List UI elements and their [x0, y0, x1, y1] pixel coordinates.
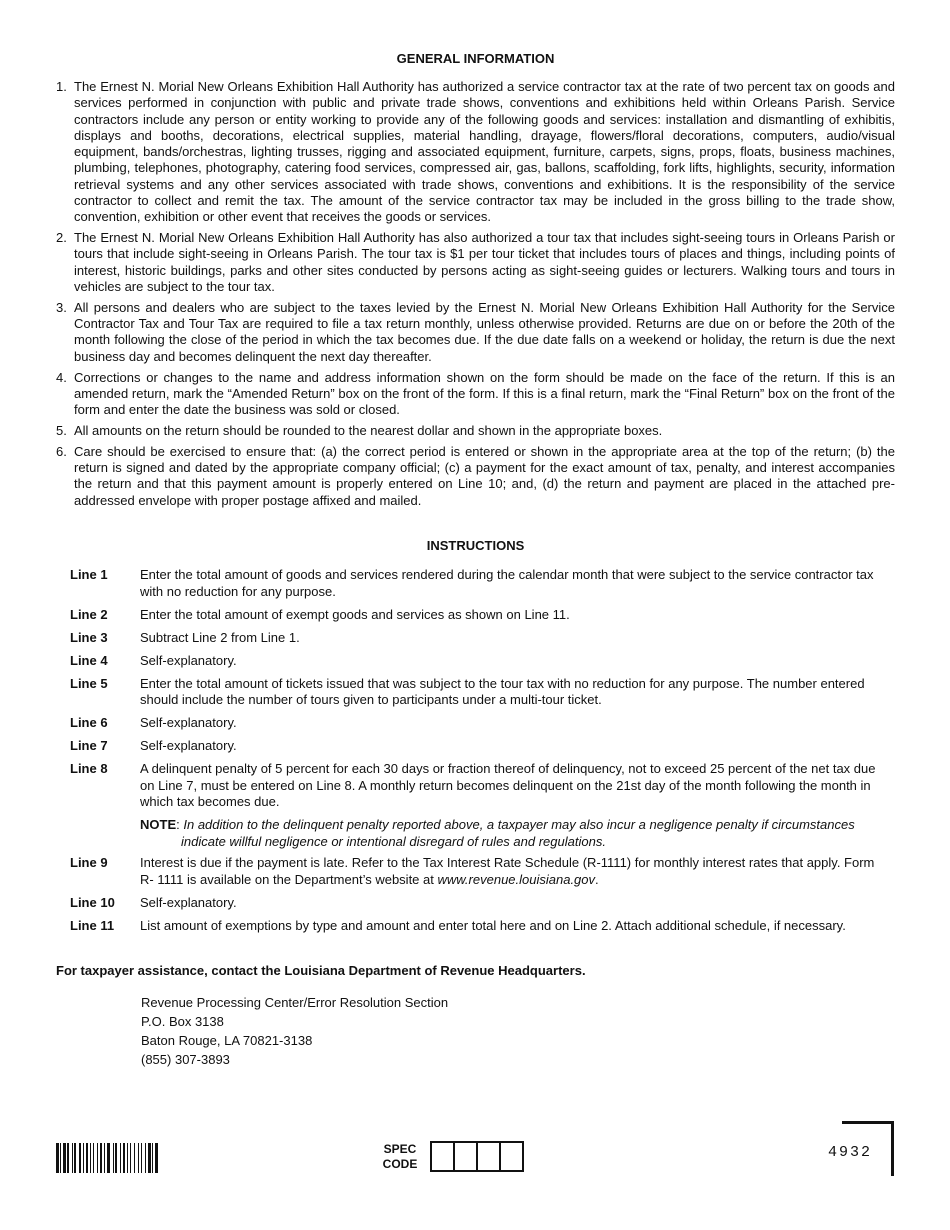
barcode-bar: [130, 1143, 131, 1173]
spec-code-box[interactable]: [501, 1143, 522, 1170]
instruction-line-4: [70, 653, 885, 670]
line-label: Line 5: [70, 675, 108, 691]
line-label: Line 10: [70, 895, 115, 911]
general-item: [56, 79, 895, 226]
instruction-line-9: [70, 855, 885, 888]
spec-code-box[interactable]: [432, 1143, 455, 1170]
instruction-line-8: [70, 761, 885, 811]
barcode-bar: [104, 1143, 105, 1173]
line-8-note: NOTE: In addition to the delinquent penalty reported above, a taxpayer may also incur a negligence penalty if circumstances indicate willful negligence or intentional disregard of rules and regulations.: [140, 817, 855, 849]
item-text: Corrections or changes to the name and address information shown on the form should be made on the face of the return. If this is an amended return, mark the “Amended Return” box on the front of the form. If this is a final return, mark the “Final Return” box on the front of the form and enter the date the business was sold or closed.: [74, 369, 895, 418]
form-number: 4932: [828, 1144, 873, 1161]
note-text: In addition to the delinquent penalty reported above, a taxpayer may also incur a negligence penalty if circumstances indicate willful negligence or intentional disregard of rules and regulations.: [181, 817, 855, 849]
line-label: Line 7: [70, 738, 108, 754]
barcode-bar: [56, 1143, 59, 1173]
line-text: Enter the total amount of exempt goods and services as shown on Line 11.: [140, 606, 570, 622]
general-information-list: [56, 79, 895, 513]
line-text: Subtract Line 2 from Line 1.: [140, 629, 300, 645]
spec-code-boxes: [430, 1141, 524, 1172]
item-number: 6.: [56, 443, 67, 459]
line-text: [140, 855, 885, 888]
item-text: All persons and dealers who are subject to the taxes levied by the Ernest N. Morial New Orleans Exhibition Hall Authority for the Service Contractor Tax and Tour Tax are required to file a tax return monthly, unless otherwise provided. Returns are due on or before the 20th of the month following the close of the period in which the tax becomes due. If the due date falls on a weekend or holiday, the return is due the next business day and becomes delinquent the next day thereafter.: [74, 299, 895, 364]
line-label: Line 9: [70, 855, 108, 871]
instruction-lines: [70, 567, 885, 941]
barcode-bar: [141, 1143, 142, 1173]
general-information-heading: GENERAL INFORMATION: [396, 51, 555, 66]
item-number: 4.: [56, 369, 67, 385]
instructions-heading: INSTRUCTIONS: [426, 538, 525, 553]
barcode-bar: [63, 1143, 66, 1173]
instruction-line-6: [70, 715, 885, 732]
line-label: Line 6: [70, 715, 108, 731]
phone-number: (855) 307-3893: [141, 1052, 230, 1067]
barcode-bar: [123, 1143, 126, 1173]
item-text: The Ernest N. Morial New Orleans Exhibition Hall Authority has also authorized a tour tax that includes sight-seeing tours in Orleans Parish or tours that include sight-seeing in Orleans Parish. The tour tax is $1 per tour ticket that includes tours of places and things, including points of interest, historic buildings, parks and other sites conducted by persons acting as sight-seeing guides or lecturers. Walking tours and tours in vehicles are subject to the tour tax.: [74, 230, 895, 295]
spec-code-box[interactable]: [478, 1143, 501, 1170]
line-label: Line 8: [70, 761, 108, 777]
line-label: Line 2: [70, 606, 108, 622]
general-item: [56, 230, 895, 295]
line-label: Line 11: [70, 918, 115, 933]
barcode-bar: [134, 1143, 135, 1173]
barcode-bar: [100, 1143, 103, 1173]
barcode-bar: [79, 1143, 82, 1173]
barcode-bar: [93, 1143, 94, 1173]
item-text: All amounts on the return should be rounded to the nearest dollar and shown in the appropriate boxes.: [74, 422, 663, 438]
barcode-bar: [90, 1143, 91, 1173]
instruction-line-5: [70, 676, 885, 709]
item-text: The Ernest N. Morial New Orleans Exhibition Hall Authority has authorized a service contractor tax at the rate of two percent tax on goods and services performed in conjunction with public and private trade shows, conventions and exhibitions held within Orleans Parish. Service contractors include any person or entity working to provide any of the following goods and services: installation and dismantling of exhibitis, displays and booths, decorations, electrical supplies, material handling, drayage, flowers/floral decorations, computers, audio/visual equipment, bands/orchestras, lighting trusses, rigging and associated equipment, furniture, carpets, signs, props, floats, business machines, plumbing, telephones, photography, catering food services, compressed air, gas, ballons, scaffolding, fork lifts, highlights, security, information retrieval systems and any other services associated with trade shows, conventions and exhibitions. It is the responsibility of the service contractor to collect and remit the tax. The amount of the service contractor tax may be included in the gross billing to the trade show, convention, exhibition or other event that receives the goods or services.: [74, 79, 895, 225]
taxpayer-assistance: For taxpayer assistance, contact the Louisiana Department of Revenue Headquarters.: [56, 963, 586, 978]
spec-code-label: [380, 1142, 420, 1172]
address-line-3: Baton Rouge, LA 70821-3138: [141, 1033, 313, 1048]
barcode-bar: [120, 1143, 121, 1173]
spec-code-box[interactable]: [455, 1143, 478, 1170]
general-item: [56, 423, 895, 439]
barcode-bar: [152, 1143, 153, 1173]
item-text: Care should be exercised to ensure that: (a) the correct period is entered or shown in the appropriate area at the top of the return; (b) the return is signed and dated by the appropriate company official; (c) a payment for the exact amount of tax, penalty, and interest accompanies the return and that this payment amount is properly entered on Line 10; and, (d) the return and payment are placed in the attached pre-addressed envelope with proper postage affixed and mailed.: [74, 443, 895, 508]
spec-label-line-1: SPEC: [383, 1142, 417, 1156]
corner-mark-horizontal: [842, 1121, 894, 1124]
line-9-text: Interest is due if the payment is late. Refer to the Tax Interest Rate Schedule (R-1111) for monthly interest rates that apply. Form R- 1111 is available on the Department’s website at: [140, 855, 875, 888]
line-label: Line 4: [70, 652, 108, 668]
barcode-bar: [60, 1143, 61, 1173]
barcode-bar: [83, 1143, 84, 1173]
barcode-bar: [67, 1143, 68, 1173]
general-item: [56, 370, 895, 419]
item-number: 5.: [56, 422, 67, 438]
barcode-bar: [138, 1143, 139, 1173]
barcode: [56, 1143, 206, 1173]
barcode-bar: [97, 1143, 98, 1173]
barcode-bar: [74, 1143, 75, 1173]
spec-label-line-2: CODE: [382, 1157, 418, 1171]
line-text: Self-explanatory.: [140, 895, 237, 911]
barcode-bar: [113, 1143, 114, 1173]
revenue-website-link[interactable]: www.revenue.louisiana.gov: [437, 872, 596, 888]
instruction-line-3: [70, 630, 885, 647]
instruction-line-2: [70, 607, 885, 624]
mailing-address: [141, 993, 448, 1069]
item-number: 3.: [56, 299, 67, 315]
instruction-line-7: [70, 738, 885, 755]
instruction-line-1: [70, 567, 885, 600]
barcode-bar: [107, 1143, 110, 1173]
item-number: 2.: [56, 230, 67, 246]
general-item: [56, 300, 895, 365]
barcode-bar: [115, 1143, 116, 1173]
item-number: 1.: [56, 79, 67, 94]
line-text: Self-explanatory.: [140, 738, 237, 754]
line-label: Line 3: [70, 629, 108, 645]
line-text: A delinquent penalty of 5 percent for each 30 days or fraction thereof of delinquency, not to exceed 25 percent of the net tax due on Line 7, must be entered on Line 8. A monthly return becomes delinquent on the 21st day of the month following the month in which tax becomes due.: [140, 761, 876, 810]
barcode-bar: [145, 1143, 146, 1173]
line-9-period: .: [595, 872, 599, 888]
address-line-1: Revenue Processing Center/Error Resolution Section: [141, 995, 449, 1010]
line-text: List amount of exemptions by type and amount and enter total here and on Line 2. Attach additional schedule, if necessary.: [140, 918, 846, 933]
barcode-bar: [127, 1143, 128, 1173]
instruction-line-11: [70, 918, 885, 935]
line-text: Self-explanatory.: [140, 715, 237, 731]
barcode-bar: [148, 1143, 151, 1173]
note-label: NOTE: [140, 817, 177, 833]
address-line-2: P.O. Box 3138: [141, 1014, 224, 1029]
general-item: [56, 444, 895, 509]
barcode-bar: [86, 1143, 89, 1173]
instruction-line-10: [70, 895, 885, 912]
line-text: Enter the total amount of goods and services rendered during the calendar month that were subject to the service contractor tax with no reduction for any purpose.: [140, 567, 874, 599]
line-label: Line 1: [70, 567, 108, 582]
corner-mark-vertical: [891, 1121, 894, 1176]
line-text: Enter the total amount of tickets issued that was subject to the tour tax with no reduction for any purpose. The number entered should include the number of tours given to participants under a multi-tour ticket.: [140, 675, 865, 708]
line-text: Self-explanatory.: [140, 652, 237, 668]
barcode-bar: [72, 1143, 73, 1173]
barcode-bar: [155, 1143, 158, 1173]
